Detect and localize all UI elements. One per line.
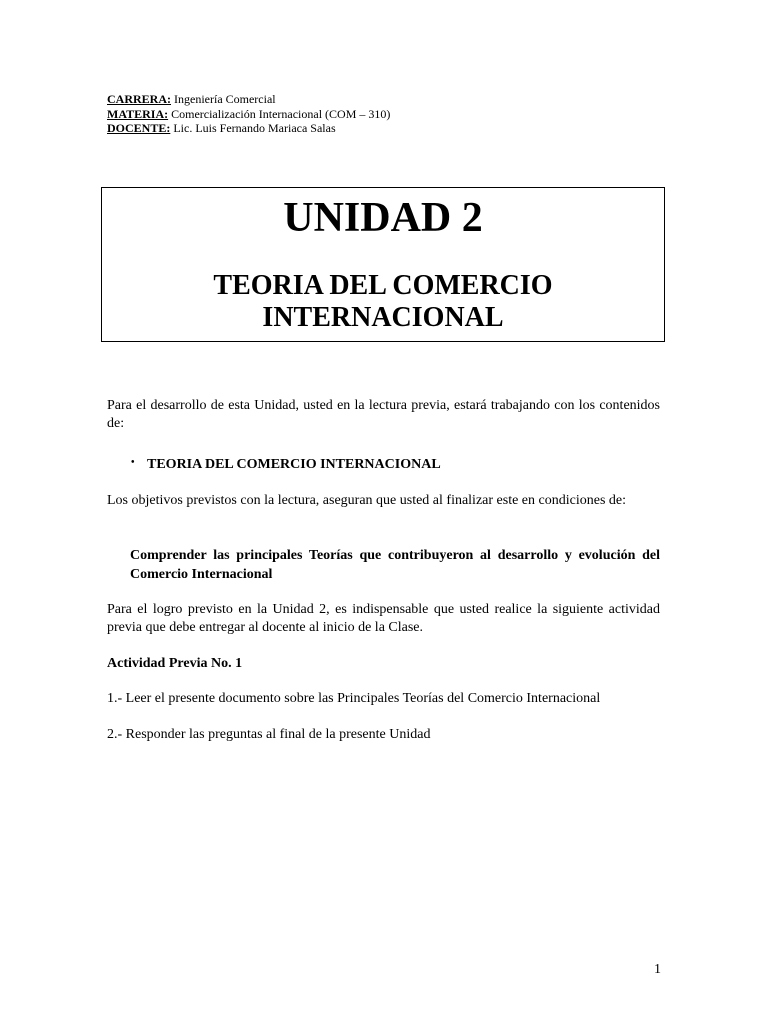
activity-heading: Actividad Previa No. 1 [107, 656, 243, 671]
course-header [107, 92, 390, 136]
teacher-row [107, 121, 390, 136]
content-bullet-text: TEORIA DEL COMERCIO INTERNACIONAL [147, 457, 441, 472]
subject-row [107, 107, 390, 122]
objectives-intro-paragraph: Los objetivos previstos con la lectura, aseguran que usted al finalizar este en condiciones de: [107, 493, 626, 508]
activity-item-2: 2.- Responder las preguntas al final de la presente Unidad [107, 727, 431, 742]
intro-paragraph: Para el desarrollo de esta Unidad, usted en la lectura previa, estará trabajando con los contenidos de: [107, 398, 660, 431]
career-label: CARRERA: [107, 92, 171, 106]
subject-value: Comercialización Internacional (COM – 310) [168, 106, 391, 121]
unit-subtitle-line-1: TEORIA DEL COMERCIO [213, 270, 553, 301]
subject-label: MATERIA: [107, 106, 169, 121]
activity-item-1: 1.- Leer el presente documento sobre las Principales Teorías del Comercio Internacional [107, 691, 601, 706]
career-row [107, 92, 390, 107]
activity-intro-paragraph: Para el logro previsto en la Unidad 2, es indispensable que usted realice la siguiente actividad previa que debe entregar al docente al inicio de la Clase. [107, 602, 660, 635]
unit-title: UNIDAD 2 [283, 195, 483, 241]
teacher-label: DOCENTE: [107, 121, 171, 135]
bullet-icon: • [131, 457, 135, 468]
objective-statement: Comprender las principales Teorías que contribuyeron al desarrollo y evolución del Comercio Internacional [130, 548, 660, 582]
unit-title-box [101, 187, 665, 342]
unit-subtitle [102, 270, 664, 334]
teacher-value: Lic. Luis Fernando Mariaca Salas [170, 121, 336, 135]
career-value: Ingeniería Comercial [171, 92, 276, 106]
page-number: 1 [654, 962, 661, 977]
unit-subtitle-line-2: INTERNACIONAL [262, 302, 504, 333]
content-bullet-item [131, 456, 441, 474]
